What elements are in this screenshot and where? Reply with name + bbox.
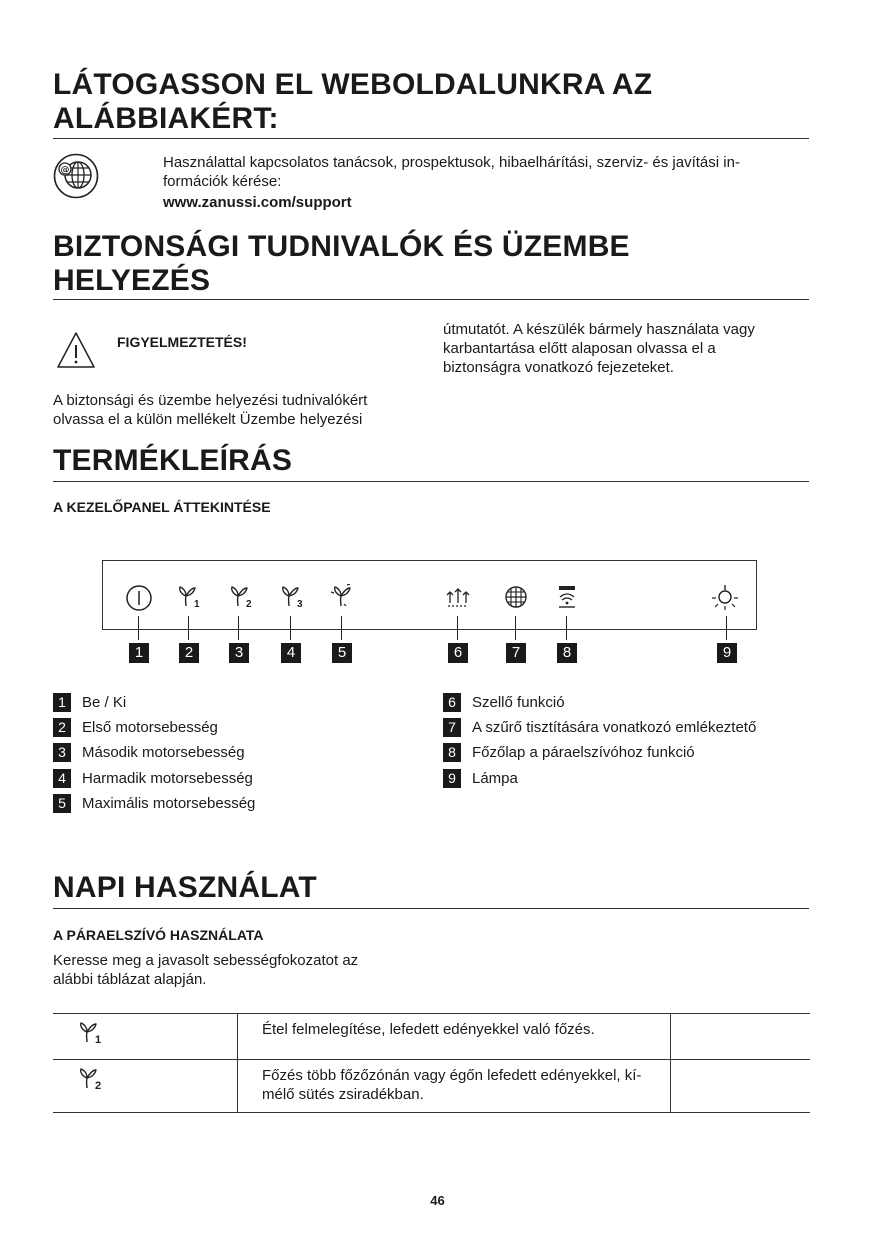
legend-label: Maximális motorsebesség xyxy=(82,795,256,812)
panel-number-badge: 9 xyxy=(717,643,737,663)
panel-number-badge: 4 xyxy=(281,643,301,663)
leader-line xyxy=(290,616,291,640)
legend-number: 7 xyxy=(443,718,461,737)
legend-label: Szellő funkció xyxy=(472,694,565,711)
empty-cell xyxy=(671,1060,811,1113)
legend-label: Harmadik motorsebesség xyxy=(82,770,253,787)
leader-line xyxy=(138,616,139,640)
legend-number: 6 xyxy=(443,693,461,712)
leader-line xyxy=(566,616,567,640)
legend-label: Főzőlap a páraelszívóhoz funkció xyxy=(472,744,695,761)
speed-cell xyxy=(53,1060,238,1113)
legend-number: 9 xyxy=(443,769,461,788)
panel-number-badge: 7 xyxy=(506,643,526,663)
safety-right-line1: útmutatót. A készülék bármely használata vagy xyxy=(443,321,755,338)
panel-number-badge: 5 xyxy=(332,643,352,663)
lamp-icon[interactable] xyxy=(710,584,740,612)
legend-label: Be / Ki xyxy=(82,694,127,711)
warning-triangle-icon xyxy=(55,330,97,370)
divider xyxy=(53,299,809,300)
page-number: 46 xyxy=(430,1193,445,1208)
filter-grid-icon[interactable] xyxy=(503,584,529,610)
leader-line xyxy=(341,616,342,640)
visit-text-line1: Használattal kapcsolatos tanácsok, prospektusok, hibaelhárítási, szerviz- és javítási in- xyxy=(163,154,740,171)
legend-item xyxy=(53,743,245,762)
control-panel-subtitle: A KEZELŐPANEL ÁTTEKINTÉSE xyxy=(53,499,271,515)
fan-speed-1-icon[interactable] xyxy=(176,584,202,610)
breeze-function-icon[interactable] xyxy=(445,584,471,610)
leader-line xyxy=(238,616,239,640)
fan-max-icon[interactable] xyxy=(329,584,355,610)
leader-line xyxy=(188,616,189,640)
support-url-link[interactable]: www.zanussi.com/support xyxy=(163,194,352,211)
speed-number: 1 xyxy=(95,1034,102,1046)
divider xyxy=(53,138,809,139)
legend-label: Második motorsebesség xyxy=(82,744,245,761)
legend-item xyxy=(443,743,695,762)
legend-item xyxy=(53,794,255,813)
speed-table xyxy=(53,1013,810,1113)
legend-number: 4 xyxy=(53,769,71,788)
safety-right-line2: karbantartása előtt alaposan olvassa el a xyxy=(443,340,716,357)
divider xyxy=(53,908,809,909)
panel-number-badge: 1 xyxy=(129,643,149,663)
legend-item xyxy=(443,693,565,712)
fan-subscript: 1 xyxy=(194,599,200,610)
legend-item xyxy=(53,769,253,788)
legend-item xyxy=(53,693,126,712)
visit-title-line2: ALÁBBIAKÉRT: xyxy=(53,102,279,135)
leader-line xyxy=(726,616,727,640)
safety-title-line2: HELYEZÉS xyxy=(53,264,211,297)
fan-speed-1-icon xyxy=(77,1020,105,1046)
panel-number-badge: 8 xyxy=(557,643,577,663)
legend-number: 8 xyxy=(443,743,461,762)
fan-subscript: 3 xyxy=(297,599,303,610)
legend-item xyxy=(443,769,518,788)
fan-speed-2-icon[interactable] xyxy=(228,584,254,610)
panel-number-badge: 3 xyxy=(229,643,249,663)
safety-right-line3: biztonságra vonatkozó fejezeteket. xyxy=(443,359,674,376)
fan-speed-3-icon[interactable] xyxy=(279,584,305,610)
description-cell xyxy=(238,1014,671,1060)
safety-left-line1: A biztonsági és üzembe helyezési tudnivalókért xyxy=(53,392,368,409)
power-icon[interactable] xyxy=(125,584,153,612)
table-row xyxy=(53,1060,810,1113)
legend-item xyxy=(53,718,218,737)
daily-title: NAPI HASZNÁLAT xyxy=(53,871,317,904)
legend-number: 5 xyxy=(53,794,71,813)
visit-title-line1: LÁTOGASSON EL WEBOLDALUNKRA AZ xyxy=(53,68,653,101)
hob-to-hood-icon[interactable] xyxy=(554,584,580,610)
leader-line xyxy=(515,616,516,640)
legend-label: Első motorsebesség xyxy=(82,719,218,736)
fan-speed-2-icon xyxy=(77,1066,105,1092)
legend-number: 1 xyxy=(53,693,71,712)
visit-text-line2: formációk kérése: xyxy=(163,173,282,190)
description-cell xyxy=(238,1060,671,1113)
safety-left-line2: olvassa el a külön mellékelt Üzembe helyezési xyxy=(53,411,363,428)
product-title: TERMÉKLEÍRÁS xyxy=(53,444,293,477)
panel-number-badge: 6 xyxy=(448,643,468,663)
divider xyxy=(53,481,809,482)
legend-label: Lámpa xyxy=(472,770,518,787)
description-line1: Főzés több főzőzónán vagy égőn lefedett edényekkel, kí- xyxy=(262,1067,642,1084)
daily-intro-line1: Keresse meg a javasolt sebességfokozatot az xyxy=(53,952,359,969)
legend-item xyxy=(443,718,756,737)
description-line2: mélő sütés zsiradékban. xyxy=(262,1086,424,1103)
hood-usage-subtitle: A PÁRAELSZÍVÓ HASZNÁLATA xyxy=(53,927,264,943)
empty-cell xyxy=(671,1014,811,1060)
speed-number: 2 xyxy=(95,1080,102,1092)
svg-text:@: @ xyxy=(60,165,70,176)
panel-number-badge: 2 xyxy=(179,643,199,663)
legend-label: A szűrő tisztítására vonatkozó emlékeztető xyxy=(472,719,757,736)
fan-subscript: 2 xyxy=(246,599,252,610)
legend-number: 2 xyxy=(53,718,71,737)
description-line1: Étel felmelegítése, lefedett edényekkel való főzés. xyxy=(262,1021,595,1038)
web-globe-icon xyxy=(53,153,99,199)
daily-intro-line2: alábbi táblázat alapján. xyxy=(53,971,207,988)
speed-cell xyxy=(53,1014,238,1060)
legend-number: 3 xyxy=(53,743,71,762)
leader-line xyxy=(457,616,458,640)
table-row xyxy=(53,1014,810,1060)
warning-label: FIGYELMEZTETÉS! xyxy=(117,334,247,350)
safety-title-line1: BIZTONSÁGI TUDNIVALÓK ÉS ÜZEMBE xyxy=(53,230,630,263)
